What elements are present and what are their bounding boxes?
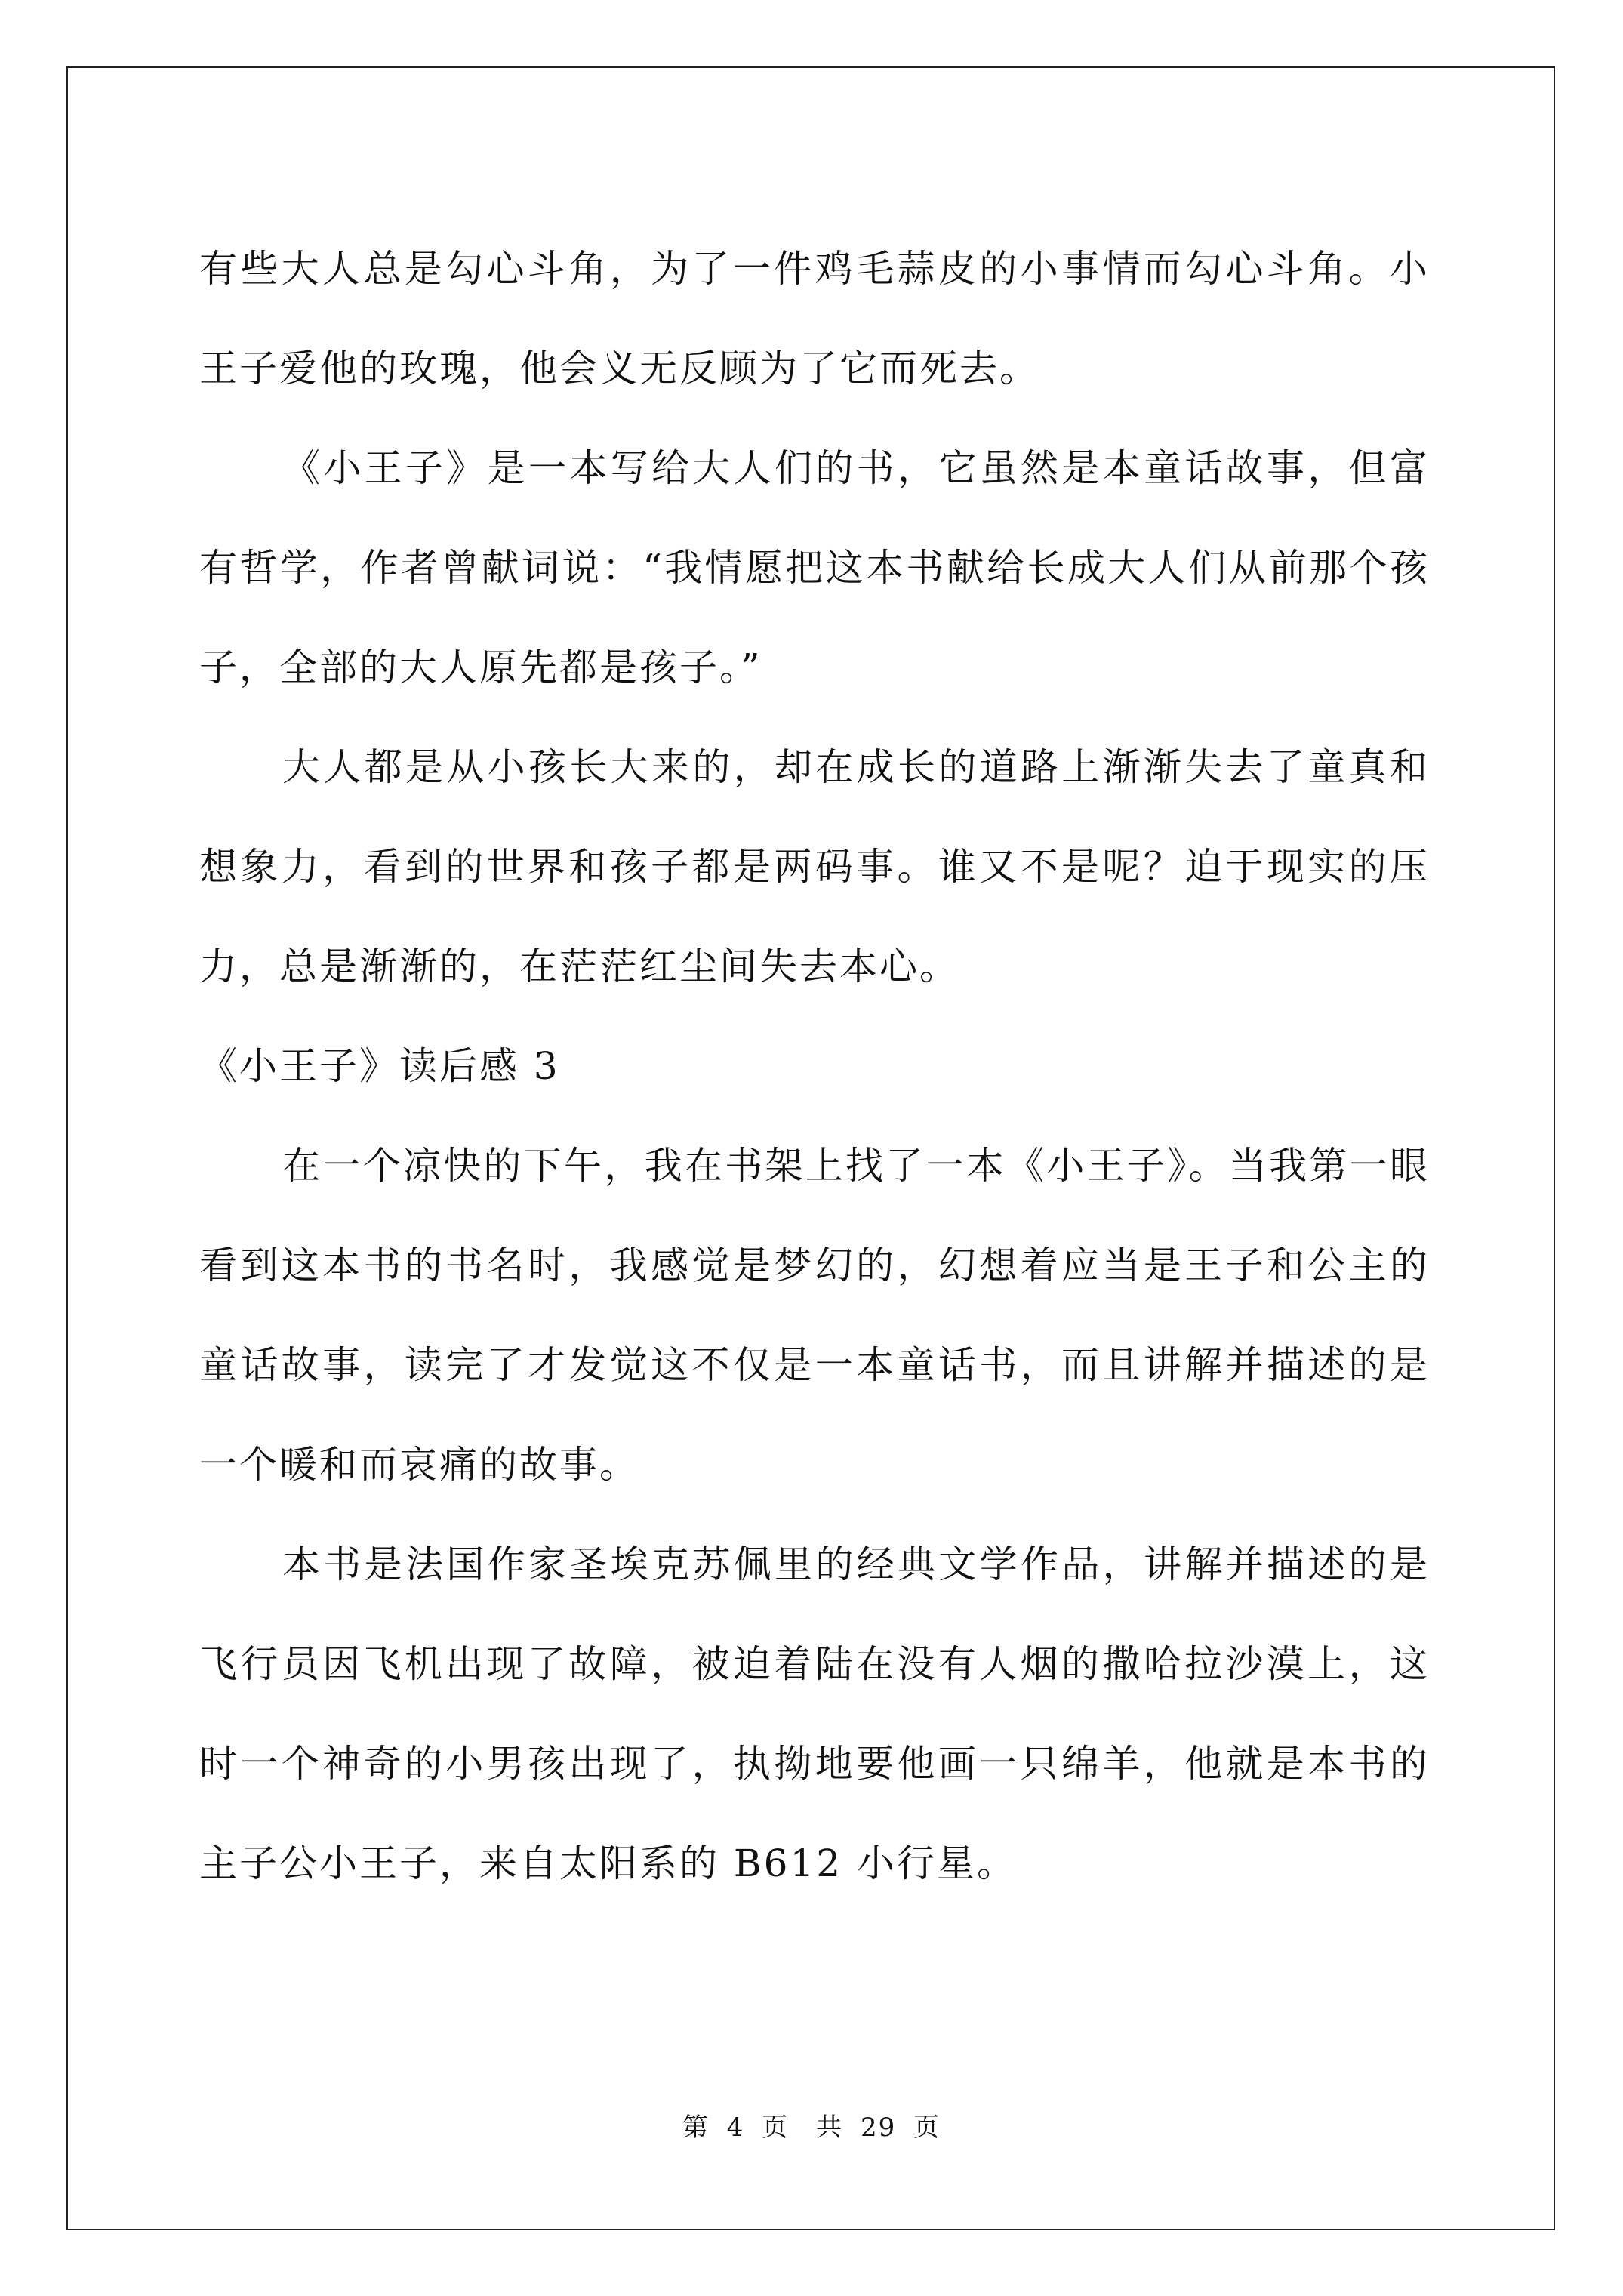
paragraph-4: 在一个凉快的下午，我在书架上找了一本《小王子》。当我第一眼看到这本书的书名时，我感觉是梦幻的，幻想着应当是王子和公主的童话故事，读完了才发觉这不仅是一本童话书，而且讲解并描述的是一个暖和而哀痛的故事。 — [199, 1144, 1430, 1487]
paragraph-5: 本书是法国作家圣埃克苏佩里的经典文学作品，讲解并描述的是飞行员因飞机出现了故障，被迫着陆在没有人烟的撒哈拉沙漠上，这时一个神奇的小男孩出现了，执拗地要他画一只绵羊，他就是本书的主子公小王子，来自太阳系的 B612 小行星。 — [199, 1542, 1430, 1885]
document-body — [199, 219, 1430, 1913]
paragraph-2: 《小王子》是一本写给大人们的书，它虽然是本童话故事，但富有哲学，作者曾献词说：“我情愿把这本书献给长成大人们从前那个孩子，全部的大人原先都是孩子。” — [199, 446, 1430, 689]
paragraph-1: 有些大人总是勾心斗角，为了一件鸡毛蒜皮的小事情而勾心斗角。小王子爱他的玫瑰，他会义无反顾为了它而死去。 — [199, 247, 1430, 390]
page-number-footer: 第 4 页 共 29 页 — [682, 2113, 941, 2143]
section-heading: 《小王子》读后感 3 — [199, 1044, 560, 1088]
paragraph-3: 大人都是从小孩长大来的，却在成长的道路上渐渐失去了童真和想象力，看到的世界和孩子都是两码事。谁又不是呢？迫于现实的压力，总是渐渐的，在茫茫红尘间失去本心。 — [199, 745, 1430, 988]
